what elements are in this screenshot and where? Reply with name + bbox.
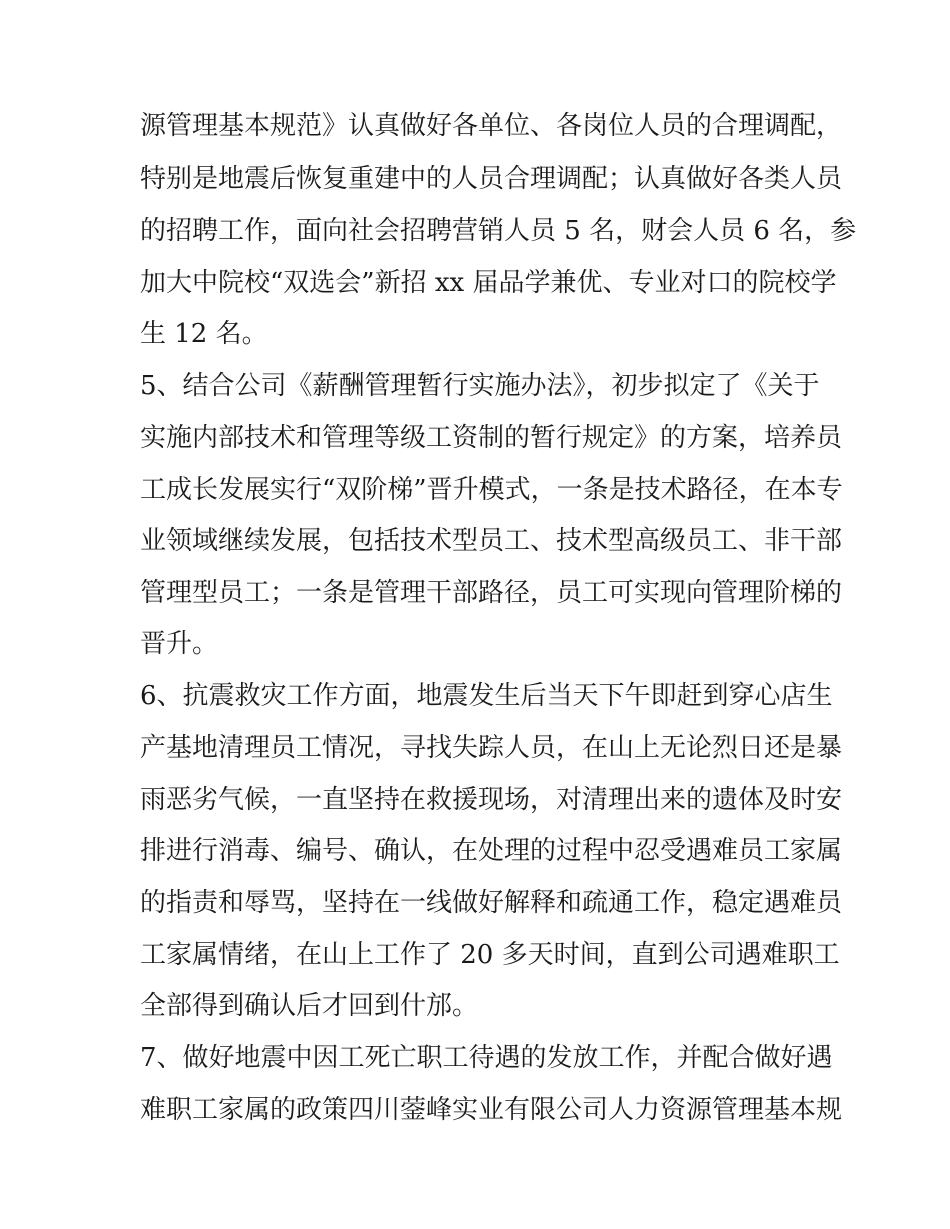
text-line-16: 的指责和辱骂，坚持在一线做好解释和疏通工作，稳定遇难员 xyxy=(140,888,843,918)
text-line-2: 特别是地震后恢复重建中的人员合理调配；认真做好各类人员 xyxy=(140,164,843,194)
text-line-20: 难职工家属的政策四川蓥峰实业有限公司人力资源管理基本规 xyxy=(140,1095,843,1125)
text-line-13: 产基地清理员工情况，寻找失踪人员，在山上无论烈日还是暴 xyxy=(140,733,843,763)
text-line-1: 源管理基本规范》认真做好各单位、各岗位人员的合理调配， xyxy=(140,111,843,141)
text-line-15: 排进行消毒、编号、确认，在处理的过程中忍受遇难员工家属 xyxy=(140,836,843,866)
text-line-12: 6、抗震救灾工作方面，地震发生后当天下午即赶到穿心店生 xyxy=(140,681,833,711)
text-line-9: 业领域继续发展，包括技术型员工、技术型高级员工、非干部 xyxy=(140,526,843,556)
text-line-17: 工家属情绪，在山上工作了 20 多天时间，直到公司遇难职工 xyxy=(140,940,840,970)
text-line-6: 5、结合公司《薪酬管理暂行实施办法》，初步拟定了《关于 xyxy=(140,371,820,401)
text-line-3: 的招聘工作，面向社会招聘营销人员 5 名，财会人员 6 名，参 xyxy=(140,216,857,246)
text-line-18: 全部得到确认后才回到什邡。 xyxy=(140,991,479,1021)
text-line-7: 实施内部技术和管理等级工资制的暂行规定》的方案，培养员 xyxy=(140,423,843,453)
text-line-14: 雨恶劣气候，一直坚持在救援现场，对清理出来的遗体及时安 xyxy=(140,785,843,815)
text-line-4: 加大中院校“双选会”新招 xx 届品学兼优、专业对口的院校学 xyxy=(140,268,837,298)
text-line-5: 生 12 名。 xyxy=(140,319,268,349)
text-line-11: 晋升。 xyxy=(140,629,219,659)
text-line-10: 管理型员工；一条是管理干部路径，员工可实现向管理阶梯的 xyxy=(140,578,843,608)
text-line-19: 7、做好地震中因工死亡职工待遇的发放工作，并配合做好遇 xyxy=(140,1043,833,1073)
text-line-8: 工成长发展实行“双阶梯”晋升模式，一条是技术路径，在本专 xyxy=(140,475,843,505)
